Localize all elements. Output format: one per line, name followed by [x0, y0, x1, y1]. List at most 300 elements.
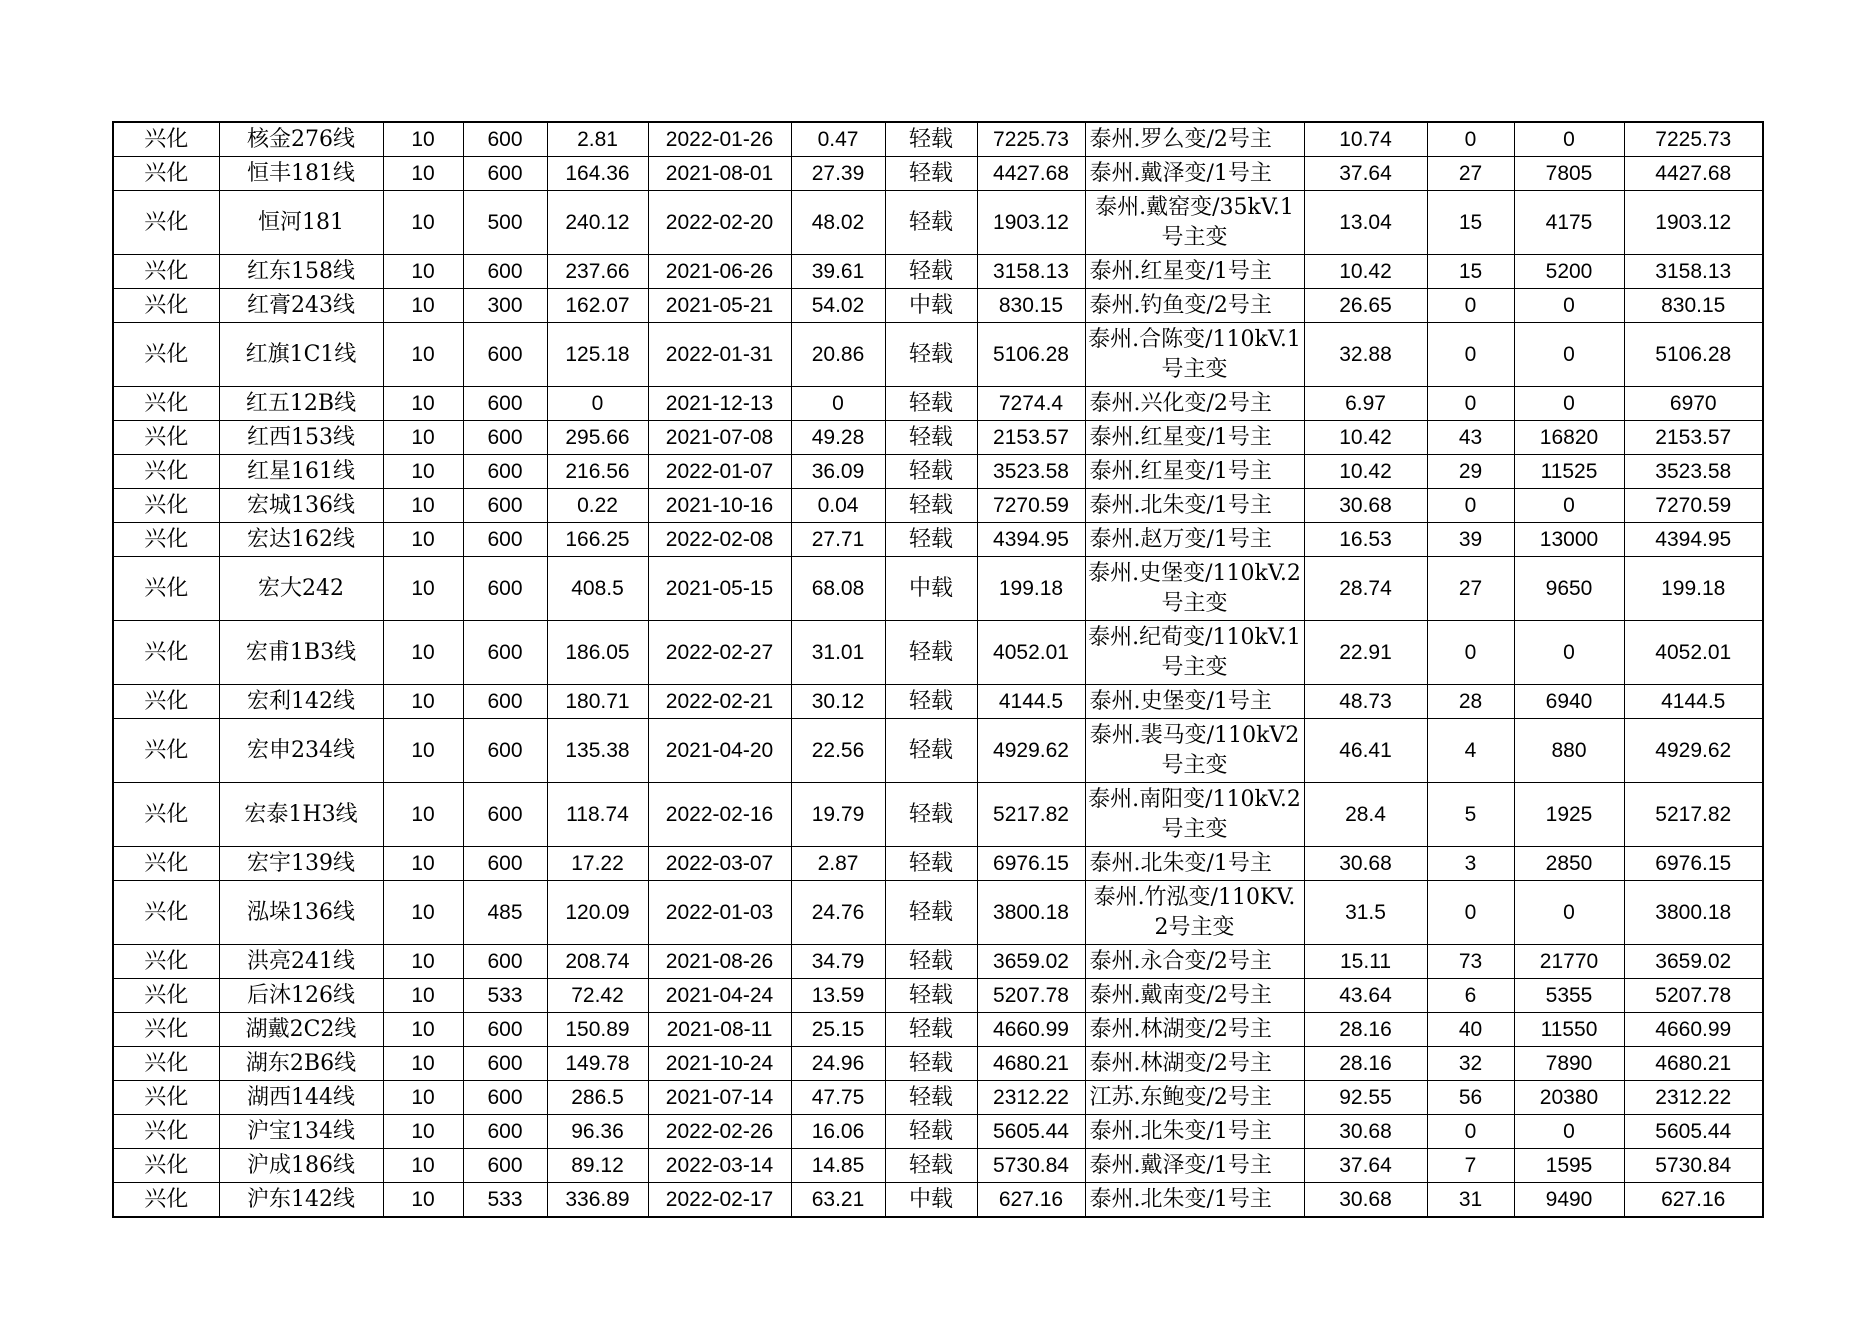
user-capacity-cell: 9490: [1514, 1183, 1624, 1218]
line-name-cell: 湖东2B6线: [219, 1047, 383, 1081]
table-row: [113, 979, 1763, 1013]
capacity-cell: 600: [463, 455, 547, 489]
voltage-cell: 10: [383, 289, 463, 323]
transformer-cell: 泰州.北朱变/1号主: [1085, 1115, 1304, 1149]
capacity-cell: 600: [463, 421, 547, 455]
user-capacity-cell: 2850: [1514, 847, 1624, 881]
user-count-cell: 39: [1427, 523, 1514, 557]
current-cell: 0.22: [547, 489, 648, 523]
line-name-cell: 恒河181: [219, 191, 383, 255]
load-status-cell: 轻载: [885, 421, 977, 455]
load-status-cell: 轻载: [885, 1047, 977, 1081]
current-cell: 216.56: [547, 455, 648, 489]
user-capacity-cell: 0: [1514, 621, 1624, 685]
transformer-load-cell: 30.68: [1304, 1183, 1427, 1218]
capacity-cell: 533: [463, 1183, 547, 1218]
transformer-cell: 泰州.北朱变/1号主: [1085, 847, 1304, 881]
line-name-cell: 宏泰1H3线: [219, 783, 383, 847]
capacity-cell: 600: [463, 387, 547, 421]
load-rate-cell: 22.56: [791, 719, 885, 783]
remaining-capacity-cell: 2312.22: [977, 1081, 1085, 1115]
date-cell: 2021-05-15: [648, 557, 791, 621]
line-name-cell: 后沐126线: [219, 979, 383, 1013]
region-cell: 兴化: [113, 1013, 219, 1047]
user-capacity-cell: 7805: [1514, 157, 1624, 191]
load-status-cell: 轻载: [885, 1081, 977, 1115]
transformer-cell: 泰州.林湖变/2号主: [1085, 1013, 1304, 1047]
line-name-cell: 宏利142线: [219, 685, 383, 719]
table-row: [113, 1115, 1763, 1149]
load-status-cell: 轻载: [885, 455, 977, 489]
transformer-load-cell: 32.88: [1304, 323, 1427, 387]
voltage-cell: 10: [383, 1081, 463, 1115]
line-load-table: [112, 121, 1764, 1218]
available-margin-cell: 4394.95: [1624, 523, 1763, 557]
current-cell: 208.74: [547, 945, 648, 979]
available-margin-cell: 3523.58: [1624, 455, 1763, 489]
table-row: [113, 1183, 1763, 1218]
remaining-capacity-cell: 7274.4: [977, 387, 1085, 421]
load-status-cell: 轻载: [885, 191, 977, 255]
table-row: [113, 685, 1763, 719]
load-status-cell: 中载: [885, 557, 977, 621]
load-status-cell: 轻载: [885, 945, 977, 979]
load-rate-cell: 0: [791, 387, 885, 421]
date-cell: 2021-08-01: [648, 157, 791, 191]
transformer-cell: 泰州.南阳变/110kV.2号主变: [1085, 783, 1304, 847]
region-cell: 兴化: [113, 847, 219, 881]
line-name-cell: 沪宝134线: [219, 1115, 383, 1149]
voltage-cell: 10: [383, 783, 463, 847]
user-count-cell: 29: [1427, 455, 1514, 489]
transformer-load-cell: 22.91: [1304, 621, 1427, 685]
load-rate-cell: 13.59: [791, 979, 885, 1013]
load-rate-cell: 68.08: [791, 557, 885, 621]
line-name-cell: 沪东142线: [219, 1183, 383, 1218]
table-body: [113, 122, 1763, 1217]
user-count-cell: 56: [1427, 1081, 1514, 1115]
available-margin-cell: 2312.22: [1624, 1081, 1763, 1115]
user-capacity-cell: 5355: [1514, 979, 1624, 1013]
user-count-cell: 15: [1427, 191, 1514, 255]
voltage-cell: 10: [383, 847, 463, 881]
date-cell: 2021-07-14: [648, 1081, 791, 1115]
transformer-load-cell: 10.42: [1304, 455, 1427, 489]
line-name-cell: 湖西144线: [219, 1081, 383, 1115]
date-cell: 2022-01-03: [648, 881, 791, 945]
region-cell: 兴化: [113, 945, 219, 979]
load-status-cell: 轻载: [885, 685, 977, 719]
line-name-cell: 红星161线: [219, 455, 383, 489]
transformer-cell: 泰州.纪荀变/110kV.1号主变: [1085, 621, 1304, 685]
date-cell: 2021-10-24: [648, 1047, 791, 1081]
transformer-cell: 泰州.戴南变/2号主: [1085, 979, 1304, 1013]
transformer-cell: 泰州.红星变/1号主: [1085, 421, 1304, 455]
load-status-cell: 轻载: [885, 489, 977, 523]
available-margin-cell: 4427.68: [1624, 157, 1763, 191]
date-cell: 2022-03-14: [648, 1149, 791, 1183]
user-capacity-cell: 0: [1514, 289, 1624, 323]
voltage-cell: 10: [383, 719, 463, 783]
available-margin-cell: 5730.84: [1624, 1149, 1763, 1183]
current-cell: 166.25: [547, 523, 648, 557]
available-margin-cell: 199.18: [1624, 557, 1763, 621]
remaining-capacity-cell: 5106.28: [977, 323, 1085, 387]
available-margin-cell: 5106.28: [1624, 323, 1763, 387]
remaining-capacity-cell: 3800.18: [977, 881, 1085, 945]
load-rate-cell: 14.85: [791, 1149, 885, 1183]
date-cell: 2021-05-21: [648, 289, 791, 323]
load-rate-cell: 24.76: [791, 881, 885, 945]
region-cell: 兴化: [113, 1183, 219, 1218]
capacity-cell: 600: [463, 1149, 547, 1183]
table-row: [113, 847, 1763, 881]
remaining-capacity-cell: 4394.95: [977, 523, 1085, 557]
available-margin-cell: 4660.99: [1624, 1013, 1763, 1047]
current-cell: 2.81: [547, 122, 648, 157]
region-cell: 兴化: [113, 523, 219, 557]
line-name-cell: 恒丰181线: [219, 157, 383, 191]
user-capacity-cell: 0: [1514, 122, 1624, 157]
transformer-cell: 泰州.戴窑变/35kV.1号主变: [1085, 191, 1304, 255]
table-row: [113, 157, 1763, 191]
capacity-cell: 600: [463, 523, 547, 557]
capacity-cell: 600: [463, 557, 547, 621]
line-name-cell: 宏宇139线: [219, 847, 383, 881]
transformer-cell: 江苏.东鲍变/2号主: [1085, 1081, 1304, 1115]
transformer-load-cell: 28.16: [1304, 1013, 1427, 1047]
region-cell: 兴化: [113, 685, 219, 719]
table-row: [113, 255, 1763, 289]
load-status-cell: 轻载: [885, 783, 977, 847]
load-rate-cell: 25.15: [791, 1013, 885, 1047]
user-capacity-cell: 11525: [1514, 455, 1624, 489]
user-capacity-cell: 4175: [1514, 191, 1624, 255]
current-cell: 135.38: [547, 719, 648, 783]
current-cell: 120.09: [547, 881, 648, 945]
transformer-load-cell: 26.65: [1304, 289, 1427, 323]
load-rate-cell: 48.02: [791, 191, 885, 255]
table-row: [113, 489, 1763, 523]
region-cell: 兴化: [113, 621, 219, 685]
user-capacity-cell: 21770: [1514, 945, 1624, 979]
remaining-capacity-cell: 4052.01: [977, 621, 1085, 685]
load-rate-cell: 34.79: [791, 945, 885, 979]
transformer-cell: 泰州.北朱变/1号主: [1085, 1183, 1304, 1218]
date-cell: 2022-01-31: [648, 323, 791, 387]
date-cell: 2021-04-24: [648, 979, 791, 1013]
voltage-cell: 10: [383, 255, 463, 289]
available-margin-cell: 4929.62: [1624, 719, 1763, 783]
current-cell: 0: [547, 387, 648, 421]
line-name-cell: 核金276线: [219, 122, 383, 157]
remaining-capacity-cell: 4427.68: [977, 157, 1085, 191]
capacity-cell: 533: [463, 979, 547, 1013]
load-status-cell: 轻载: [885, 719, 977, 783]
region-cell: 兴化: [113, 557, 219, 621]
user-capacity-cell: 1925: [1514, 783, 1624, 847]
table-row: [113, 323, 1763, 387]
load-rate-cell: 49.28: [791, 421, 885, 455]
available-margin-cell: 3800.18: [1624, 881, 1763, 945]
load-status-cell: 轻载: [885, 621, 977, 685]
load-rate-cell: 39.61: [791, 255, 885, 289]
load-status-cell: 中载: [885, 289, 977, 323]
remaining-capacity-cell: 4680.21: [977, 1047, 1085, 1081]
region-cell: 兴化: [113, 421, 219, 455]
remaining-capacity-cell: 5217.82: [977, 783, 1085, 847]
region-cell: 兴化: [113, 1047, 219, 1081]
table-row: [113, 455, 1763, 489]
region-cell: 兴化: [113, 979, 219, 1013]
available-margin-cell: 3158.13: [1624, 255, 1763, 289]
transformer-cell: 泰州.红星变/1号主: [1085, 455, 1304, 489]
transformer-cell: 泰州.永合变/2号主: [1085, 945, 1304, 979]
capacity-cell: 600: [463, 122, 547, 157]
voltage-cell: 10: [383, 122, 463, 157]
capacity-cell: 600: [463, 1115, 547, 1149]
load-rate-cell: 47.75: [791, 1081, 885, 1115]
capacity-cell: 600: [463, 621, 547, 685]
available-margin-cell: 7270.59: [1624, 489, 1763, 523]
voltage-cell: 10: [383, 621, 463, 685]
load-rate-cell: 63.21: [791, 1183, 885, 1218]
user-count-cell: 15: [1427, 255, 1514, 289]
current-cell: 237.66: [547, 255, 648, 289]
load-status-cell: 轻载: [885, 979, 977, 1013]
transformer-load-cell: 10.42: [1304, 255, 1427, 289]
load-status-cell: 轻载: [885, 255, 977, 289]
remaining-capacity-cell: 3659.02: [977, 945, 1085, 979]
transformer-load-cell: 10.42: [1304, 421, 1427, 455]
load-rate-cell: 19.79: [791, 783, 885, 847]
table-row: [113, 191, 1763, 255]
table-row: [113, 289, 1763, 323]
table-row: [113, 557, 1763, 621]
user-capacity-cell: 0: [1514, 323, 1624, 387]
capacity-cell: 600: [463, 255, 547, 289]
table-row: [113, 719, 1763, 783]
user-count-cell: 28: [1427, 685, 1514, 719]
load-rate-cell: 27.71: [791, 523, 885, 557]
voltage-cell: 10: [383, 455, 463, 489]
transformer-load-cell: 31.5: [1304, 881, 1427, 945]
transformer-load-cell: 46.41: [1304, 719, 1427, 783]
current-cell: 186.05: [547, 621, 648, 685]
date-cell: 2021-08-26: [648, 945, 791, 979]
transformer-cell: 泰州.罗么变/2号主: [1085, 122, 1304, 157]
load-rate-cell: 0.47: [791, 122, 885, 157]
load-rate-cell: 30.12: [791, 685, 885, 719]
date-cell: 2021-07-08: [648, 421, 791, 455]
available-margin-cell: 6976.15: [1624, 847, 1763, 881]
user-capacity-cell: 0: [1514, 881, 1624, 945]
user-count-cell: 43: [1427, 421, 1514, 455]
capacity-cell: 600: [463, 847, 547, 881]
user-capacity-cell: 880: [1514, 719, 1624, 783]
voltage-cell: 10: [383, 1149, 463, 1183]
line-name-cell: 红西153线: [219, 421, 383, 455]
line-name-cell: 沪成186线: [219, 1149, 383, 1183]
current-cell: 72.42: [547, 979, 648, 1013]
capacity-cell: 600: [463, 1081, 547, 1115]
available-margin-cell: 4144.5: [1624, 685, 1763, 719]
available-margin-cell: 6970: [1624, 387, 1763, 421]
transformer-load-cell: 13.04: [1304, 191, 1427, 255]
transformer-cell: 泰州.钓鱼变/2号主: [1085, 289, 1304, 323]
line-name-cell: 湖戴2C2线: [219, 1013, 383, 1047]
available-margin-cell: 7225.73: [1624, 122, 1763, 157]
current-cell: 295.66: [547, 421, 648, 455]
region-cell: 兴化: [113, 489, 219, 523]
current-cell: 240.12: [547, 191, 648, 255]
line-name-cell: 宏达162线: [219, 523, 383, 557]
user-capacity-cell: 13000: [1514, 523, 1624, 557]
user-count-cell: 0: [1427, 122, 1514, 157]
voltage-cell: 10: [383, 323, 463, 387]
date-cell: 2021-12-13: [648, 387, 791, 421]
load-rate-cell: 16.06: [791, 1115, 885, 1149]
capacity-cell: 600: [463, 1047, 547, 1081]
transformer-load-cell: 15.11: [1304, 945, 1427, 979]
user-count-cell: 0: [1427, 881, 1514, 945]
table-row: [113, 523, 1763, 557]
table-row: [113, 1149, 1763, 1183]
transformer-load-cell: 30.68: [1304, 847, 1427, 881]
current-cell: 118.74: [547, 783, 648, 847]
current-cell: 89.12: [547, 1149, 648, 1183]
user-capacity-cell: 16820: [1514, 421, 1624, 455]
voltage-cell: 10: [383, 557, 463, 621]
line-name-cell: 红膏243线: [219, 289, 383, 323]
available-margin-cell: 4052.01: [1624, 621, 1763, 685]
transformer-load-cell: 28.16: [1304, 1047, 1427, 1081]
table-row: [113, 421, 1763, 455]
line-name-cell: 宏申234线: [219, 719, 383, 783]
capacity-cell: 500: [463, 191, 547, 255]
remaining-capacity-cell: 4929.62: [977, 719, 1085, 783]
capacity-cell: 600: [463, 323, 547, 387]
transformer-load-cell: 37.64: [1304, 157, 1427, 191]
transformer-cell: 泰州.史堡变/110kV.2号主变: [1085, 557, 1304, 621]
region-cell: 兴化: [113, 387, 219, 421]
load-rate-cell: 36.09: [791, 455, 885, 489]
user-count-cell: 32: [1427, 1047, 1514, 1081]
table-row: [113, 881, 1763, 945]
line-name-cell: 宏大242: [219, 557, 383, 621]
capacity-cell: 600: [463, 1013, 547, 1047]
line-name-cell: 泓垛136线: [219, 881, 383, 945]
user-capacity-cell: 7890: [1514, 1047, 1624, 1081]
region-cell: 兴化: [113, 783, 219, 847]
table-row: [113, 1047, 1763, 1081]
region-cell: 兴化: [113, 323, 219, 387]
voltage-cell: 10: [383, 191, 463, 255]
date-cell: 2021-08-11: [648, 1013, 791, 1047]
capacity-cell: 600: [463, 719, 547, 783]
current-cell: 162.07: [547, 289, 648, 323]
transformer-cell: 泰州.赵万变/1号主: [1085, 523, 1304, 557]
available-margin-cell: 5207.78: [1624, 979, 1763, 1013]
transformer-cell: 泰州.北朱变/1号主: [1085, 489, 1304, 523]
user-count-cell: 40: [1427, 1013, 1514, 1047]
available-margin-cell: 2153.57: [1624, 421, 1763, 455]
table-row: [113, 621, 1763, 685]
transformer-cell: 泰州.戴泽变/1号主: [1085, 1149, 1304, 1183]
user-count-cell: 0: [1427, 1115, 1514, 1149]
table-row: [113, 945, 1763, 979]
voltage-cell: 10: [383, 489, 463, 523]
date-cell: 2022-03-07: [648, 847, 791, 881]
date-cell: 2022-02-26: [648, 1115, 791, 1149]
transformer-cell: 泰州.竹泓变/110KV.2号主变: [1085, 881, 1304, 945]
date-cell: 2022-02-17: [648, 1183, 791, 1218]
remaining-capacity-cell: 6976.15: [977, 847, 1085, 881]
table-row: [113, 122, 1763, 157]
date-cell: 2022-02-16: [648, 783, 791, 847]
user-count-cell: 3: [1427, 847, 1514, 881]
transformer-load-cell: 43.64: [1304, 979, 1427, 1013]
line-name-cell: 宏城136线: [219, 489, 383, 523]
user-count-cell: 27: [1427, 557, 1514, 621]
load-rate-cell: 24.96: [791, 1047, 885, 1081]
remaining-capacity-cell: 627.16: [977, 1183, 1085, 1218]
available-margin-cell: 4680.21: [1624, 1047, 1763, 1081]
transformer-cell: 泰州.林湖变/2号主: [1085, 1047, 1304, 1081]
capacity-cell: 600: [463, 783, 547, 847]
user-count-cell: 5: [1427, 783, 1514, 847]
user-count-cell: 0: [1427, 289, 1514, 323]
transformer-load-cell: 37.64: [1304, 1149, 1427, 1183]
remaining-capacity-cell: 3158.13: [977, 255, 1085, 289]
capacity-cell: 300: [463, 289, 547, 323]
remaining-capacity-cell: 5605.44: [977, 1115, 1085, 1149]
capacity-cell: 600: [463, 945, 547, 979]
region-cell: 兴化: [113, 719, 219, 783]
remaining-capacity-cell: 5207.78: [977, 979, 1085, 1013]
voltage-cell: 10: [383, 1183, 463, 1218]
voltage-cell: 10: [383, 945, 463, 979]
transformer-cell: 泰州.合陈变/110kV.1号主变: [1085, 323, 1304, 387]
line-name-cell: 洪亮241线: [219, 945, 383, 979]
voltage-cell: 10: [383, 1013, 463, 1047]
capacity-cell: 600: [463, 489, 547, 523]
voltage-cell: 10: [383, 157, 463, 191]
available-margin-cell: 830.15: [1624, 289, 1763, 323]
transformer-load-cell: 28.4: [1304, 783, 1427, 847]
load-status-cell: 轻载: [885, 157, 977, 191]
user-capacity-cell: 0: [1514, 387, 1624, 421]
date-cell: 2022-02-08: [648, 523, 791, 557]
user-count-cell: 0: [1427, 387, 1514, 421]
user-capacity-cell: 0: [1514, 489, 1624, 523]
transformer-load-cell: 10.74: [1304, 122, 1427, 157]
load-status-cell: 轻载: [885, 523, 977, 557]
transformer-cell: 泰州.史堡变/1号主: [1085, 685, 1304, 719]
user-capacity-cell: 1595: [1514, 1149, 1624, 1183]
remaining-capacity-cell: 5730.84: [977, 1149, 1085, 1183]
load-status-cell: 轻载: [885, 323, 977, 387]
user-count-cell: 0: [1427, 323, 1514, 387]
remaining-capacity-cell: 4144.5: [977, 685, 1085, 719]
transformer-load-cell: 48.73: [1304, 685, 1427, 719]
user-count-cell: 27: [1427, 157, 1514, 191]
region-cell: 兴化: [113, 1081, 219, 1115]
voltage-cell: 10: [383, 979, 463, 1013]
transformer-cell: 泰州.红星变/1号主: [1085, 255, 1304, 289]
remaining-capacity-cell: 199.18: [977, 557, 1085, 621]
load-rate-cell: 0.04: [791, 489, 885, 523]
